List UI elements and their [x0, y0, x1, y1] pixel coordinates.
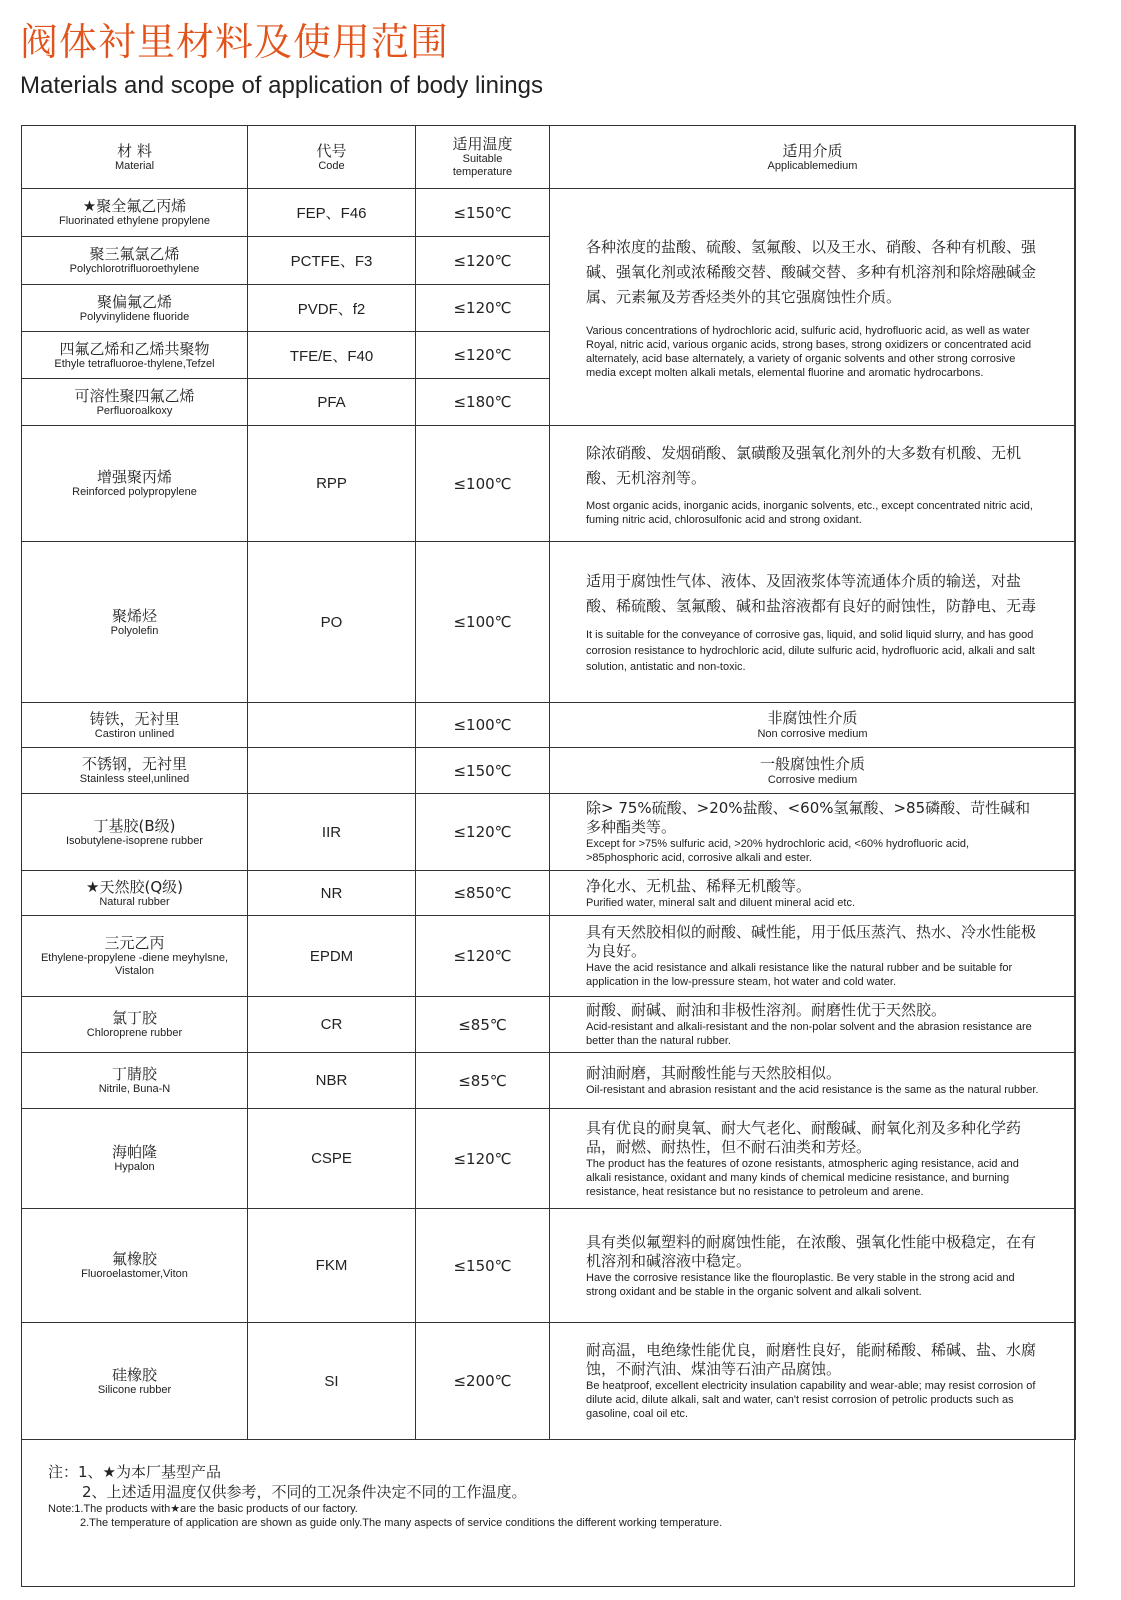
- material-name-cn: 氯丁胶: [111, 1009, 157, 1027]
- material-name-en: Nitrile, Buna-N: [98, 1083, 171, 1095]
- temperature-cell: ≤120℃: [416, 332, 550, 379]
- table-row: [22, 426, 1076, 542]
- material-name-cn: 四氟乙烯和乙烯共聚物: [59, 339, 210, 358]
- temperature-cell: ≤85℃: [416, 1053, 550, 1109]
- header-code: 代号 Code: [248, 126, 416, 189]
- medium-cell: 具有天然胶相似的耐酸、碱性能，用于低压蒸汽、热水、冷水性能极为良好。 Have the acid resistance and alkali resistance like the natural rubber and be suitable for application in the low-pressure steam, hot water and cold water.: [550, 916, 1076, 997]
- code-cell: EPDM: [248, 916, 416, 997]
- material-name-cn: 可溶性聚四氟乙烯: [74, 386, 195, 405]
- temperature-cell: ≤100℃: [416, 703, 550, 748]
- temperature-cell: ≤200℃: [416, 1323, 550, 1440]
- temperature-cell: ≤150℃: [416, 1209, 550, 1323]
- code-cell: NR: [248, 871, 416, 916]
- code-cell: [248, 748, 416, 794]
- medium-cell: 耐高温，电绝缘性能优良，耐磨性良好，能耐稀酸、稀碱、盐、水腐蚀，不耐汽油、煤油等石油产品腐蚀。 Be heatproof, excellent electricity insulation capability and wear-able; may resist corrosion of dilute acid, dilute alkali, salt and water, can't resist corrosion of petrolic products such as gasoline, coal oil etc.: [550, 1323, 1076, 1440]
- material-name-en: Natural rubber: [99, 895, 170, 908]
- code-cell: FKM: [248, 1209, 416, 1323]
- temperature-cell: ≤150℃: [416, 189, 550, 237]
- temperature-cell: ≤120℃: [416, 916, 550, 997]
- table-row: [22, 748, 1076, 794]
- material-name-en: Silicone rubber: [97, 1383, 172, 1396]
- material-name-cn: 聚烯烃: [111, 606, 157, 625]
- temperature-cell: ≤120℃: [416, 285, 550, 332]
- note-2-cn: 2、上述适用温度仅供参考，不同的工况条件决定不同的工作温度。: [82, 1483, 527, 1501]
- material-name-en: Perfluoroalkoxy: [96, 404, 173, 417]
- material-name-en: Polyvinylidene fluoride: [79, 310, 190, 323]
- medium-cell: 耐酸、耐碱、耐油和非极性溶剂。耐磨性优于天然胶。 Acid-resistant and alkali-resistant and the non-polar solvent and the abrasion resistance are better than the natural rubber.: [550, 997, 1076, 1053]
- code-cell: [248, 703, 416, 748]
- lining-materials-table: [21, 125, 1076, 1440]
- temperature-cell: ≤85℃: [416, 997, 550, 1053]
- code-cell: RPP: [248, 426, 416, 542]
- material-name-en: Ethylene-propylene -diene meyhylsne, Vistalon: [40, 952, 229, 977]
- material-name-cn: 丁基胶(B级): [93, 816, 176, 835]
- table-row: [22, 542, 1076, 703]
- table-row: [22, 703, 1076, 748]
- table-row: [22, 1053, 1076, 1109]
- medium-cell: 一般腐蚀性介质 Corrosive medium: [550, 748, 1076, 794]
- temperature-cell: ≤100℃: [416, 542, 550, 703]
- material-name-cn: 三元乙丙: [104, 934, 165, 952]
- code-cell: PO: [248, 542, 416, 703]
- material-name-cn: 聚三氟氯乙烯: [89, 245, 180, 263]
- code-cell: CR: [248, 997, 416, 1053]
- medium-cell: 具有类似氟塑料的耐腐蚀性能，在浓酸、强氧化性能中极稳定，在有机溶剂和碱溶液中稳定。 Have the corrosive resistance like the flouroplastic. Be very stable in the strong acid and strong oxidant and be stable in the organic solvent and alkali solvent.: [550, 1209, 1076, 1323]
- medium-cell: 适用于腐蚀性气体、液体、及固液浆体等流通体介质的输送，对盐酸、稀硫酸、氢氟酸、碱和盐溶液都有良好的耐蚀性，防静电、无毒 It is suitable for the conveyance of corrosive gas, liquid, and solid liquid slurry, and has good corrosion resistance to hydrochloric acid, dilute sulfuric acid, hydrofluoric acid, alkali and salt solution, antistatic and non-toxic.: [550, 542, 1076, 703]
- table-row: [22, 1209, 1076, 1323]
- temperature-cell: ≤100℃: [416, 426, 550, 542]
- note-1-en: Note:1.The products with★are the basic products of our factory.: [48, 1503, 358, 1515]
- code-cell: PFA: [248, 379, 416, 426]
- header-temperature: 适用温度 Suitable temperature: [416, 126, 550, 189]
- note-2-en: 2.The temperature of application are shown as guide only.The many aspects of service conditions the different working temperature.: [80, 1517, 723, 1529]
- code-cell: FEP、F46: [248, 189, 416, 237]
- material-name-cn: 海帕隆: [111, 1143, 157, 1161]
- temperature-cell: ≤120℃: [416, 237, 550, 285]
- footnotes: [48, 1462, 1058, 1530]
- temperature-cell: ≤180℃: [416, 379, 550, 426]
- material-name-en: Polyolefin: [110, 624, 159, 637]
- header-medium: 适用介质 Applicablemedium: [550, 126, 1076, 189]
- code-cell: IIR: [248, 794, 416, 871]
- page-title: 阀体衬里材料及使用范围: [20, 20, 450, 64]
- code-cell: CSPE: [248, 1109, 416, 1209]
- code-cell: PCTFE、F3: [248, 237, 416, 285]
- medium-cell: 除浓硝酸、发烟硝酸、氯磺酸及强氧化剂外的大多数有机酸、无机酸、无机溶剂等。 Most organic acids, inorganic acids, inorganic solvents, etc., except concentrated nitric acid, fuming nitric acid, chlorosulfonic acid and strong oxidant.: [550, 426, 1076, 542]
- table-row: [22, 1323, 1076, 1440]
- temperature-cell: ≤120℃: [416, 1109, 550, 1209]
- material-name-cn: 聚偏氟乙烯: [96, 292, 172, 311]
- medium-cell: 净化水、无机盐、稀释无机酸等。 Purified water, mineral salt and diluent mineral acid etc.: [550, 871, 1076, 916]
- material-name-en: Fluoroelastomer,Viton: [81, 1268, 188, 1280]
- temperature-cell: ≤850℃: [416, 871, 550, 916]
- material-name-cn: 不锈钢，无衬里: [81, 755, 187, 773]
- temperature-cell: ≤150℃: [416, 748, 550, 794]
- material-name-en: Hypalon: [114, 1161, 155, 1173]
- table-row: [22, 794, 1076, 871]
- material-name-cn: 铸铁，无衬里: [89, 709, 180, 728]
- note-1-cn: 注：1、★为本厂基型产品: [48, 1463, 221, 1481]
- material-name-cn: 增强聚丙烯: [96, 468, 172, 486]
- material-name-cn: 硅橡胶: [111, 1365, 157, 1384]
- material-name-en: Ethyle tetrafluoroe-thylene,Tefzel: [54, 357, 215, 370]
- table-row: [22, 916, 1076, 997]
- code-cell: NBR: [248, 1053, 416, 1109]
- medium-cell: 各种浓度的盐酸、硫酸、氢氟酸、以及王水、硝酸、各种有机酸、强碱、强氧化剂或浓稀酸交替、酸碱交替、多种有机溶剂和除熔融碱金属、元素氟及芳香烃类外的其它强腐蚀性介质。 Various concentrations of hydrochloric acid, sulfuric acid, hydrofluoric acid, as well as water Royal, nitric acid, various organic acids, strong bases, strong oxidizers or concentrated acid alternately, acid base alternately, a variety of organic solvents and other strong corrosive media except molten alkali metals, elemental fluorine and aromatic hydrocarbons.: [550, 189, 1076, 426]
- material-name-en: Stainless steel,unlined: [79, 773, 190, 785]
- material-name-cn: 丁腈胶: [111, 1065, 157, 1083]
- material-name-cn: ★聚全氟乙丙烯: [82, 197, 187, 215]
- material-name-en: Reinforced polypropylene: [72, 486, 197, 498]
- material-name-en: Isobutylene-isoprene rubber: [66, 834, 203, 847]
- code-cell: PVDF、f2: [248, 285, 416, 332]
- table-row: [22, 871, 1076, 916]
- page-subtitle: Materials and scope of application of body linings: [20, 72, 543, 99]
- table-row: [22, 997, 1076, 1053]
- material-name-en: Fluorinated ethylene propylene: [58, 215, 211, 227]
- medium-cell: 除> 75%硫酸、>20%盐酸、<60%氢氟酸、>85磷酸、苛性碱和多种酯类等。 Except for >75% sulfuric acid, >20% hydrochloric acid, <60% hydrofluoric acid, >85phosphoric acid, corrosive alkali and ester.: [550, 794, 1076, 871]
- code-cell: TFE/E、F40: [248, 332, 416, 379]
- medium-cell: 耐油耐磨，其耐酸性能与天然胶相似。 Oil-resistant and abrasion resistant and the acid resistance is the same as the natural rubber.: [550, 1053, 1076, 1109]
- material-name-en: Chloroprene rubber: [86, 1027, 183, 1039]
- material-name-cn: 氟橡胶: [111, 1250, 157, 1268]
- table-header-row: [22, 126, 1076, 189]
- table-row: [22, 1109, 1076, 1209]
- material-name-en: Polychlorotrifluoroethylene: [69, 263, 200, 275]
- header-material: 材 料 Material: [22, 126, 248, 189]
- temperature-cell: ≤120℃: [416, 794, 550, 871]
- material-name-en: Castiron unlined: [94, 727, 175, 740]
- medium-cell: 非腐蚀性介质 Non corrosive medium: [550, 703, 1076, 748]
- code-cell: SI: [248, 1323, 416, 1440]
- table-row: [22, 189, 1076, 237]
- material-name-cn: ★天然胶(Q级): [86, 877, 183, 896]
- medium-cell: 具有优良的耐臭氧、耐大气老化、耐酸碱、耐氧化剂及多种化学药品，耐燃、耐热性，但不耐石油类和芳烃。 The product has the features of ozone resistants, atmospheric aging resistance, acid and alkali resistance, oxidant and many kinds of chemical medicine resistance, and burning resistance, heat resistance but no resistance to petroleum and arene.: [550, 1109, 1076, 1209]
